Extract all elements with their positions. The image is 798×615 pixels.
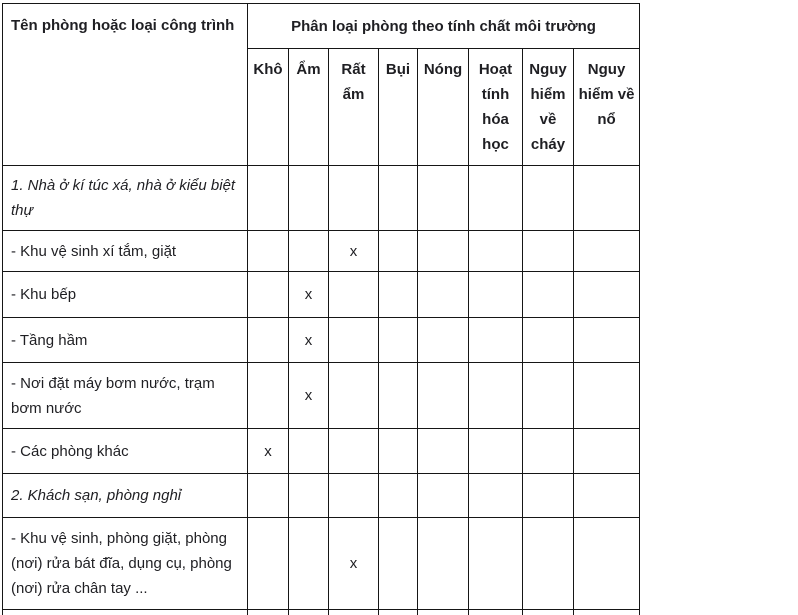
mark-cell-empty [523, 272, 574, 318]
mark-cell-x: x [289, 272, 329, 318]
mark-cell-empty [574, 610, 640, 615]
header-row-group [3, 4, 640, 49]
mark-cell-empty [248, 474, 289, 518]
room-classification-table [2, 3, 640, 615]
mark-cell-empty [289, 166, 329, 231]
mark-cell-empty [289, 518, 329, 610]
mark-cell-empty [379, 610, 418, 615]
mark-cell-empty [469, 610, 523, 615]
mark-cell-empty [523, 166, 574, 231]
mark-cell-empty [379, 231, 418, 272]
mark-cell-empty [289, 610, 329, 615]
mark-cell-empty [574, 363, 640, 429]
mark-cell-empty [469, 272, 523, 318]
table-row [3, 429, 640, 474]
table-row [3, 363, 640, 429]
mark-cell-empty [289, 231, 329, 272]
room-name-cell: - Khu vệ sinh xí tắm, giặt [3, 231, 248, 272]
mark-cell-empty [523, 610, 574, 615]
mark-cell-x: x [248, 429, 289, 474]
mark-cell-empty [329, 363, 379, 429]
mark-cell-empty [329, 610, 379, 615]
mark-cell-empty [379, 363, 418, 429]
mark-cell-empty [418, 429, 469, 474]
mark-cell-empty [248, 518, 289, 610]
mark-cell-empty [418, 318, 469, 363]
col-header-classification-group: Phân loại phòng theo tính chất môi trường [248, 4, 640, 49]
mark-cell-empty [418, 474, 469, 518]
mark-cell-empty [469, 231, 523, 272]
mark-cell-empty [379, 429, 418, 474]
col-header-room-name: Tên phòng hoặc loại công trình [3, 4, 248, 166]
mark-cell-x: x [329, 518, 379, 610]
col-header-rat-am: Rất ẩm [329, 49, 379, 166]
mark-cell-empty [418, 272, 469, 318]
mark-cell-empty [469, 474, 523, 518]
mark-cell-empty [523, 429, 574, 474]
mark-cell-empty [523, 518, 574, 610]
mark-cell-empty [248, 610, 289, 615]
mark-cell-empty [329, 166, 379, 231]
mark-cell-empty [379, 166, 418, 231]
mark-cell-empty [469, 318, 523, 363]
mark-cell-empty [248, 318, 289, 363]
mark-cell-empty [418, 363, 469, 429]
room-name-cell: - Tầng hầm [3, 318, 248, 363]
mark-cell-x: x [289, 363, 329, 429]
table-row [3, 318, 640, 363]
room-name-cell: - Nơi đặt máy bơm nước, trạm bơm nước [3, 363, 248, 429]
table-row [3, 231, 640, 272]
mark-cell-empty [574, 272, 640, 318]
mark-cell-empty [574, 429, 640, 474]
mark-cell-empty [574, 318, 640, 363]
col-header-nong: Nóng [418, 49, 469, 166]
col-header-hoat-tinh-hoa-hoc: Hoạt tính hóa học [469, 49, 523, 166]
mark-cell-empty [289, 474, 329, 518]
mark-cell-empty [379, 318, 418, 363]
mark-cell-empty [329, 272, 379, 318]
col-header-nguy-hiem-ve-no: Nguy hiểm về nổ [574, 49, 640, 166]
mark-cell-empty [248, 231, 289, 272]
table-header [3, 4, 640, 166]
table-row [3, 474, 640, 518]
mark-cell-x: x [329, 231, 379, 272]
mark-cell-empty [574, 166, 640, 231]
mark-cell-empty [329, 318, 379, 363]
mark-cell-empty [469, 166, 523, 231]
mark-cell-empty [574, 474, 640, 518]
room-name-cell: - Các phòng khác [3, 429, 248, 474]
room-name-cell [3, 610, 248, 615]
mark-cell-empty [329, 429, 379, 474]
mark-cell-empty [418, 166, 469, 231]
table-row [3, 166, 640, 231]
mark-cell-empty [523, 474, 574, 518]
mark-cell-empty [469, 518, 523, 610]
mark-cell-empty [248, 363, 289, 429]
mark-cell-x: x [289, 318, 329, 363]
table-body [3, 166, 640, 615]
mark-cell-empty [523, 363, 574, 429]
room-name-cell: - Khu bếp [3, 272, 248, 318]
mark-cell-empty [379, 474, 418, 518]
mark-cell-empty [574, 518, 640, 610]
mark-cell-empty [418, 610, 469, 615]
mark-cell-empty [418, 231, 469, 272]
mark-cell-empty [523, 231, 574, 272]
mark-cell-empty [329, 474, 379, 518]
mark-cell-empty [379, 518, 418, 610]
mark-cell-empty [248, 166, 289, 231]
mark-cell-empty [379, 272, 418, 318]
room-name-cell: 1. Nhà ở kí túc xá, nhà ở kiểu biệt thự [3, 166, 248, 231]
mark-cell-empty [574, 231, 640, 272]
col-header-kho: Khô [248, 49, 289, 166]
room-name-cell: - Khu vệ sinh, phòng giặt, phòng (nơi) rửa bát đĩa, dụng cụ, phòng (nơi) rửa chân tay ... [3, 518, 248, 610]
mark-cell-empty [523, 318, 574, 363]
mark-cell-empty [469, 363, 523, 429]
col-header-nguy-hiem-ve-chay: Nguy hiểm về cháy [523, 49, 574, 166]
table-row [3, 610, 640, 615]
mark-cell-empty [289, 429, 329, 474]
mark-cell-empty [469, 429, 523, 474]
mark-cell-empty [418, 518, 469, 610]
mark-cell-empty [248, 272, 289, 318]
col-header-am: Ẩm [289, 49, 329, 166]
table-row [3, 518, 640, 610]
col-header-bui: Bụi [379, 49, 418, 166]
room-name-cell: 2. Khách sạn, phòng nghỉ [3, 474, 248, 518]
table-row [3, 272, 640, 318]
